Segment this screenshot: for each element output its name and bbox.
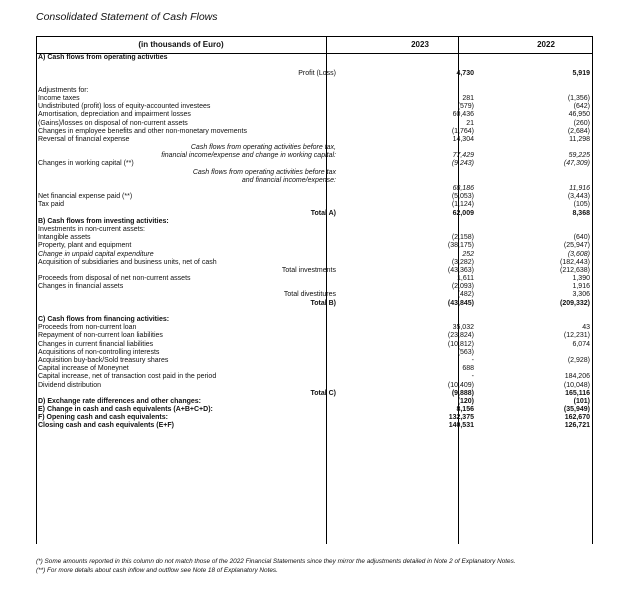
table-row — [36, 414, 592, 422]
row-label: Cash flows from operating activities before tax, — [190, 144, 336, 152]
table-row — [36, 382, 592, 390]
table-row — [36, 332, 592, 340]
header-year-2023: 2023 — [411, 40, 429, 49]
row-label: C) Cash flows from financing activities: — [38, 316, 170, 323]
value-2022: 1,916 — [572, 283, 590, 291]
row-label: Changes in financial assets — [38, 283, 124, 291]
value-2022: (105) — [573, 201, 590, 209]
spacer-row — [36, 62, 592, 70]
row-label: Undistributed (profit) loss of equity-accounted investees — [38, 103, 211, 111]
row-label: Total C) — [310, 389, 336, 397]
value-2023: (43,363) — [447, 266, 474, 274]
value-2023: (9,888) — [451, 389, 474, 397]
value-2023: 60,436 — [452, 111, 474, 119]
value-2023: 35,032 — [452, 324, 474, 332]
value-2022: 59,225 — [568, 152, 590, 160]
value-2022: (25,947) — [563, 242, 590, 250]
value-2022: (3,608) — [567, 250, 590, 258]
row-label: Changes in employee benefits and other non-monetary movements — [38, 127, 247, 135]
table-row — [36, 111, 592, 119]
row-label: Total investments — [281, 266, 336, 274]
row-label: Income taxes — [38, 94, 80, 102]
value-2023: (9,243) — [451, 160, 474, 168]
value-2022: (2,684) — [567, 127, 590, 135]
row-label: F) Opening cash and cash equivalents: — [38, 414, 168, 422]
value-2022: 43 — [582, 324, 590, 332]
table-row — [36, 341, 592, 349]
table-row — [36, 324, 592, 332]
row-label: Change in unpaid capital expenditure — [38, 250, 154, 258]
value-2023: (38,175) — [447, 242, 474, 250]
row-label: Changes in working capital (**) — [38, 160, 134, 168]
row-label: Amortisation, depreciation and impairment losses — [38, 111, 191, 119]
table-body — [36, 54, 592, 431]
row-label: Reversal of financial expense — [38, 135, 130, 143]
row-label: Acquisition buy-back/Sold treasury shares — [38, 356, 169, 364]
header-year-2022: 2022 — [537, 40, 555, 49]
value-2022: 11,916 — [569, 185, 590, 192]
value-2022: (35,949) — [563, 406, 590, 414]
table-row — [36, 185, 592, 193]
footnote-1: (*) Some amounts reported in this column do not match those of the 2022 Financial Statements since they mirror the adjustments detailed in Note 2 of Explanatory Notes. — [36, 558, 516, 565]
value-2023: 21 — [466, 119, 474, 127]
table-row — [36, 152, 592, 160]
table-row — [36, 365, 592, 373]
table-row — [36, 218, 592, 226]
value-2022: 126,721 — [564, 422, 590, 430]
footnotes — [36, 557, 586, 575]
value-2023: (563) — [457, 348, 474, 356]
row-label: D) Exchange rate differences and other changes: — [38, 397, 201, 405]
row-label: Total divestitures — [283, 291, 336, 299]
row-label: Repayment of non-current loan liabilities — [38, 332, 163, 340]
table-row — [36, 210, 592, 218]
table-row — [36, 95, 592, 103]
value-2023: 4,730 — [456, 70, 474, 78]
row-label: A) Cash flows from operating activities — [38, 54, 168, 61]
row-label: Proceeds from non-current loan — [38, 324, 137, 332]
table-row — [36, 349, 592, 357]
value-2023: (10,812) — [447, 340, 474, 348]
value-2023: 68,186 — [452, 185, 474, 192]
value-2023: - — [471, 373, 474, 381]
value-2022: 5,919 — [572, 70, 590, 78]
row-label: B) Cash flows from investing activities: — [38, 217, 169, 225]
value-2022: 8,368 — [572, 209, 590, 217]
table-row — [36, 160, 592, 168]
value-2023: 132,375 — [448, 414, 474, 422]
value-2023: (2,158) — [451, 234, 474, 242]
value-2022: 46,950 — [568, 111, 590, 119]
value-2023: 140,531 — [448, 422, 474, 430]
header-unit-label: (in thousands of Euro) — [138, 40, 224, 49]
row-label: Acquisition of subsidiaries and business units, net of cash — [38, 258, 217, 266]
row-label: Tax paid — [38, 201, 65, 209]
value-2023: 8,156 — [456, 406, 474, 414]
value-2022: (101) — [573, 397, 590, 405]
row-label: Adjustments for: — [38, 86, 89, 94]
table-row — [36, 103, 592, 111]
row-label: Investments in non-current assets: — [38, 225, 145, 233]
table-row — [36, 193, 592, 201]
table-row — [36, 373, 592, 381]
value-2022: (2,928) — [567, 356, 590, 364]
table-row — [36, 283, 592, 291]
value-2023: (1,764) — [451, 127, 474, 135]
row-label: Acquisitions of non-controlling interests — [38, 348, 160, 356]
spacer-row — [36, 79, 592, 87]
value-2022: (10,048) — [563, 381, 590, 389]
row-label: financial income/expense and change in working capital: — [161, 152, 336, 160]
value-2022: 162,670 — [564, 414, 590, 422]
row-label: Net financial expense paid (**) — [38, 193, 133, 201]
cash-flow-table — [36, 36, 592, 431]
table-row — [36, 291, 592, 299]
row-label: Dividend distribution — [38, 381, 102, 389]
table-row — [36, 316, 592, 324]
value-2023: 1,611 — [457, 275, 474, 283]
value-2023: 77,429 — [452, 152, 474, 160]
row-label: and financial income/expense: — [241, 176, 336, 184]
table-row — [36, 169, 592, 177]
value-2023: (3,282) — [451, 258, 474, 266]
value-2023: (2,093) — [451, 283, 474, 291]
value-2022: (47,309) — [563, 160, 590, 168]
table-row — [36, 422, 592, 430]
value-2022: (642) — [573, 103, 590, 111]
row-label: Cash flows from operating activities before tax — [192, 168, 336, 176]
table-row — [36, 226, 592, 234]
value-2023: 252 — [462, 250, 474, 258]
spacer-row — [36, 308, 592, 316]
table-row — [36, 54, 592, 62]
statement-title: Consolidated Statement of Cash Flows — [36, 11, 218, 23]
value-2022: 184,206 — [564, 373, 590, 381]
table-row — [36, 300, 592, 308]
row-label: Intangible assets — [38, 234, 91, 242]
value-2023: (120) — [457, 397, 474, 405]
table-header — [36, 36, 592, 54]
value-2022: (12,231) — [563, 332, 590, 340]
value-2022: 1,390 — [572, 275, 590, 283]
table-row — [36, 144, 592, 152]
table-row — [36, 267, 592, 275]
value-2023: (5,053) — [451, 193, 474, 201]
table-row — [36, 234, 592, 242]
value-2022: 3,306 — [572, 291, 590, 299]
value-2022: 11,298 — [569, 135, 590, 143]
table-row — [36, 259, 592, 267]
value-2022: (260) — [573, 119, 590, 127]
row-label: Capital increase, net of transaction cost paid in the period — [38, 373, 217, 381]
row-label: Proceeds from disposal of net non-current assets — [38, 275, 191, 283]
table-right-border — [592, 36, 593, 544]
table-row — [36, 275, 592, 283]
table-row — [36, 70, 592, 78]
row-label: Total A) — [310, 209, 336, 217]
row-label: (Gains)/losses on disposal of non-current assets — [38, 119, 188, 127]
table-row — [36, 87, 592, 95]
footnote-2: (**) For more details about cash inflow and outflow see Note 18 of Explanatory Notes. — [36, 567, 278, 574]
table-row — [36, 120, 592, 128]
value-2023: (43,845) — [447, 299, 474, 307]
row-label: E) Change in cash and cash equivalents (A+B+C+D): — [38, 406, 213, 414]
row-label: Profit (Loss) — [298, 70, 336, 78]
value-2023: 688 — [462, 365, 474, 373]
row-label: Capital increase of Moneynet — [38, 365, 129, 373]
value-2023: (10,409) — [447, 381, 474, 389]
value-2023: (579) — [457, 103, 474, 111]
value-2022: (209,332) — [560, 299, 590, 307]
row-label: Closing cash and cash equivalents (E+F) — [38, 422, 174, 430]
value-2022: (640) — [573, 234, 590, 242]
value-2022: (1,356) — [567, 94, 590, 102]
value-2023: 62,009 — [452, 209, 474, 217]
row-label: Property, plant and equipment — [38, 242, 132, 250]
value-2022: 6,074 — [572, 340, 590, 348]
table-row — [36, 128, 592, 136]
table-row — [36, 136, 592, 144]
table-row — [36, 390, 592, 398]
value-2022: (3,443) — [567, 193, 590, 201]
value-2023: 14,304 — [452, 135, 474, 143]
row-label: Changes in current financial liabilities — [38, 340, 154, 348]
value-2022: (182,443) — [560, 258, 590, 266]
value-2023: (23,824) — [447, 332, 474, 340]
row-label: Total B) — [310, 299, 336, 307]
value-2022: 165,116 — [565, 389, 590, 397]
table-row — [36, 251, 592, 259]
value-2023: (1,124) — [451, 201, 474, 209]
value-2023: - — [471, 356, 474, 364]
table-row — [36, 357, 592, 365]
table-row — [36, 398, 592, 406]
table-row — [36, 406, 592, 414]
value-2022: (212,638) — [560, 266, 590, 274]
value-2023: 281 — [462, 94, 474, 102]
table-row — [36, 242, 592, 250]
table-row — [36, 177, 592, 185]
table-row — [36, 201, 592, 209]
value-2023: (482) — [457, 291, 474, 299]
